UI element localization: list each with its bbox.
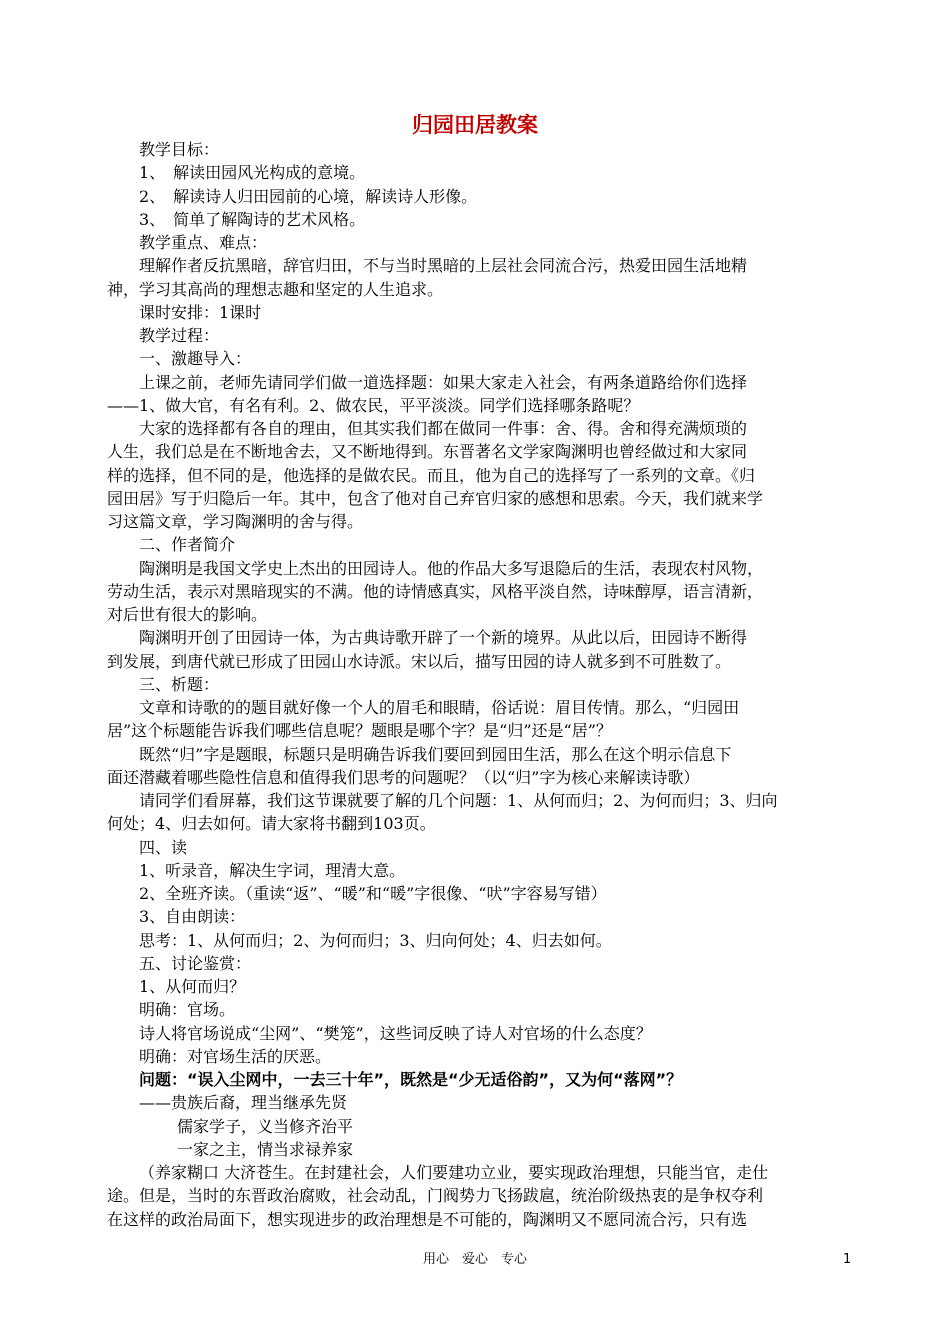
body-line: 劳动生活，表示对黑暗现实的不满。他的诗情感真实，风格平淡自然，诗味醇厚，语言清新，	[107, 581, 764, 601]
body-line: 课时安排：1课时	[139, 302, 262, 322]
body-line: 教学过程：	[139, 326, 220, 345]
body-line: 诗人将官场说成“尘网”、“樊笼”，这些词反映了诗人对官场的什么态度？	[139, 1023, 652, 1043]
body-line: 对后世有很大的影响。	[107, 605, 268, 624]
body-line: 陶渊明开创了田园诗一体，为古典诗歌开辟了一个新的境界。从此以后，田园诗不断得	[139, 628, 748, 648]
body-line: 到发展，到唐代就已形成了田园山水诗派。宋以后，描写田园的诗人就多到不可胜数了。	[107, 651, 732, 671]
body-line: 3、自由朗读：	[139, 907, 246, 927]
body-line: 何处；4、归去如何。请大家将书翻到103页。	[107, 814, 436, 834]
body-line: 面还潜藏着哪些隐性信息和值得我们思考的问题呢？（以“归”字为核心来解读诗歌）	[107, 767, 700, 787]
body-line: 思考：1、从何而归；2、为何而归；3、归向何处；4、归去如何。	[139, 930, 612, 950]
body-line: 1、听录音，解决生字词，理清大意。	[139, 860, 406, 880]
body-line: 人生，我们总是在不断地舍去，又不断地得到。东晋著名文学家陶渊明也曾经做过和大家同	[107, 442, 748, 462]
body-line: 大家的选择都有各自的理由，但其实我们都在做同一件事：舍、得。舍和得充满烦琐的	[139, 419, 748, 438]
body-line: 儒家学子，义当修齐治平	[177, 1116, 354, 1136]
document-title: 归园田居教案	[412, 113, 538, 137]
body-line: 教学目标：	[139, 140, 220, 159]
body-line: 请同学们看屏幕，我们这节课就要了解的几个问题：1、从何而归；2、为何而归；3、归向	[139, 791, 778, 810]
body-line: 在这样的政治局面下，想实现进步的政治理想是不可能的，陶渊明又不愿同流合污，只有选	[107, 1209, 748, 1229]
body-line: 四、读	[139, 837, 188, 857]
body-line: 一家之主，情当求禄养家	[177, 1139, 354, 1159]
body-line: 陶渊明是我国文学史上杰出的田园诗人。他的作品大多写退隐后的生活，表现农村风物，	[139, 558, 764, 578]
body-line: 习这篇文章，学习陶渊明的舍与得。	[107, 512, 364, 531]
body-line: 问题：“误入尘网中，一去三十年”，既然是“少无适俗韵”，又为何“落网”？	[139, 1070, 683, 1089]
body-line: ——1、做大官，有名有利。2、做农民，平平淡淡。同学们选择哪条路呢？	[107, 395, 640, 415]
body-line: （养家糊口 大济苍生。在封建社会，人们要建功立业，要实现政治理想，只能当官，走仕	[139, 1163, 769, 1182]
body-line: 文章和诗歌的的题目就好像一个人的眉毛和眼睛，俗话说：眉目传情。那么，“归园田	[139, 698, 740, 717]
page-number: 1	[843, 1252, 852, 1267]
body-line: 1、从何而归？	[139, 977, 246, 996]
body-line: 园田居》写于归隐后一年。其中，包含了他对自己弃官归家的感想和思索。今天，我们就来学	[107, 488, 764, 508]
body-line: 教学重点、难点：	[139, 233, 268, 252]
body-line: 1、 解读田园风光构成的意境。	[139, 163, 366, 183]
body-line: 途。但是，当时的东晋政治腐败，社会动乱，门阀势力飞扬跋扈，统治阶级热衷的是争权夺利	[107, 1186, 764, 1206]
body-line: 理解作者反抗黑暗，辞官归田，不与当时黑暗的上层社会同流合污，热爱田园生活地精	[139, 256, 748, 276]
body-line: 上课之前，老师先请同学们做一道选择题：如果大家走入社会，有两条道路给你们选择	[139, 372, 748, 392]
body-line: 2、 解读诗人归田园前的心境，解读诗人形像。	[139, 186, 478, 206]
body-line: 样的选择，但不同的是，他选择的是做农民。而且，他为自己的选择写了一系列的文章。《归	[107, 465, 756, 485]
body-line: 明确：对官场生活的厌恶。	[139, 1046, 332, 1066]
body-line: 五、讨论鉴赏：	[139, 953, 252, 973]
body-line: 神，学习其高尚的理想志趣和坚定的人生追求。	[107, 279, 444, 299]
body-line: ——贵族后裔，理当继承先贤	[139, 1093, 348, 1113]
footer-slogan: 用心 爱心 专心	[422, 1252, 527, 1267]
body-line: 2、全班齐读。（重读“返”、“暖”和“暖”字很像、“吠”字容易写错）	[139, 884, 607, 903]
body-line: 二、作者简介	[139, 535, 236, 555]
body-line: 既然“归”字是题眼，标题只是明确告诉我们要回到园田生活，那么在这个明示信息下	[139, 744, 732, 764]
body-line: 居”这个标题能告诉我们哪些信息呢？题眼是哪个字？是“归”还是“居”？	[107, 721, 612, 741]
body-line: 3、 简单了解陶诗的艺术风格。	[139, 209, 366, 229]
body-line: 三、析题：	[139, 674, 220, 694]
body-line: 明确：官场。	[139, 1000, 236, 1020]
body-line: 一、激趣导入：	[139, 349, 252, 369]
